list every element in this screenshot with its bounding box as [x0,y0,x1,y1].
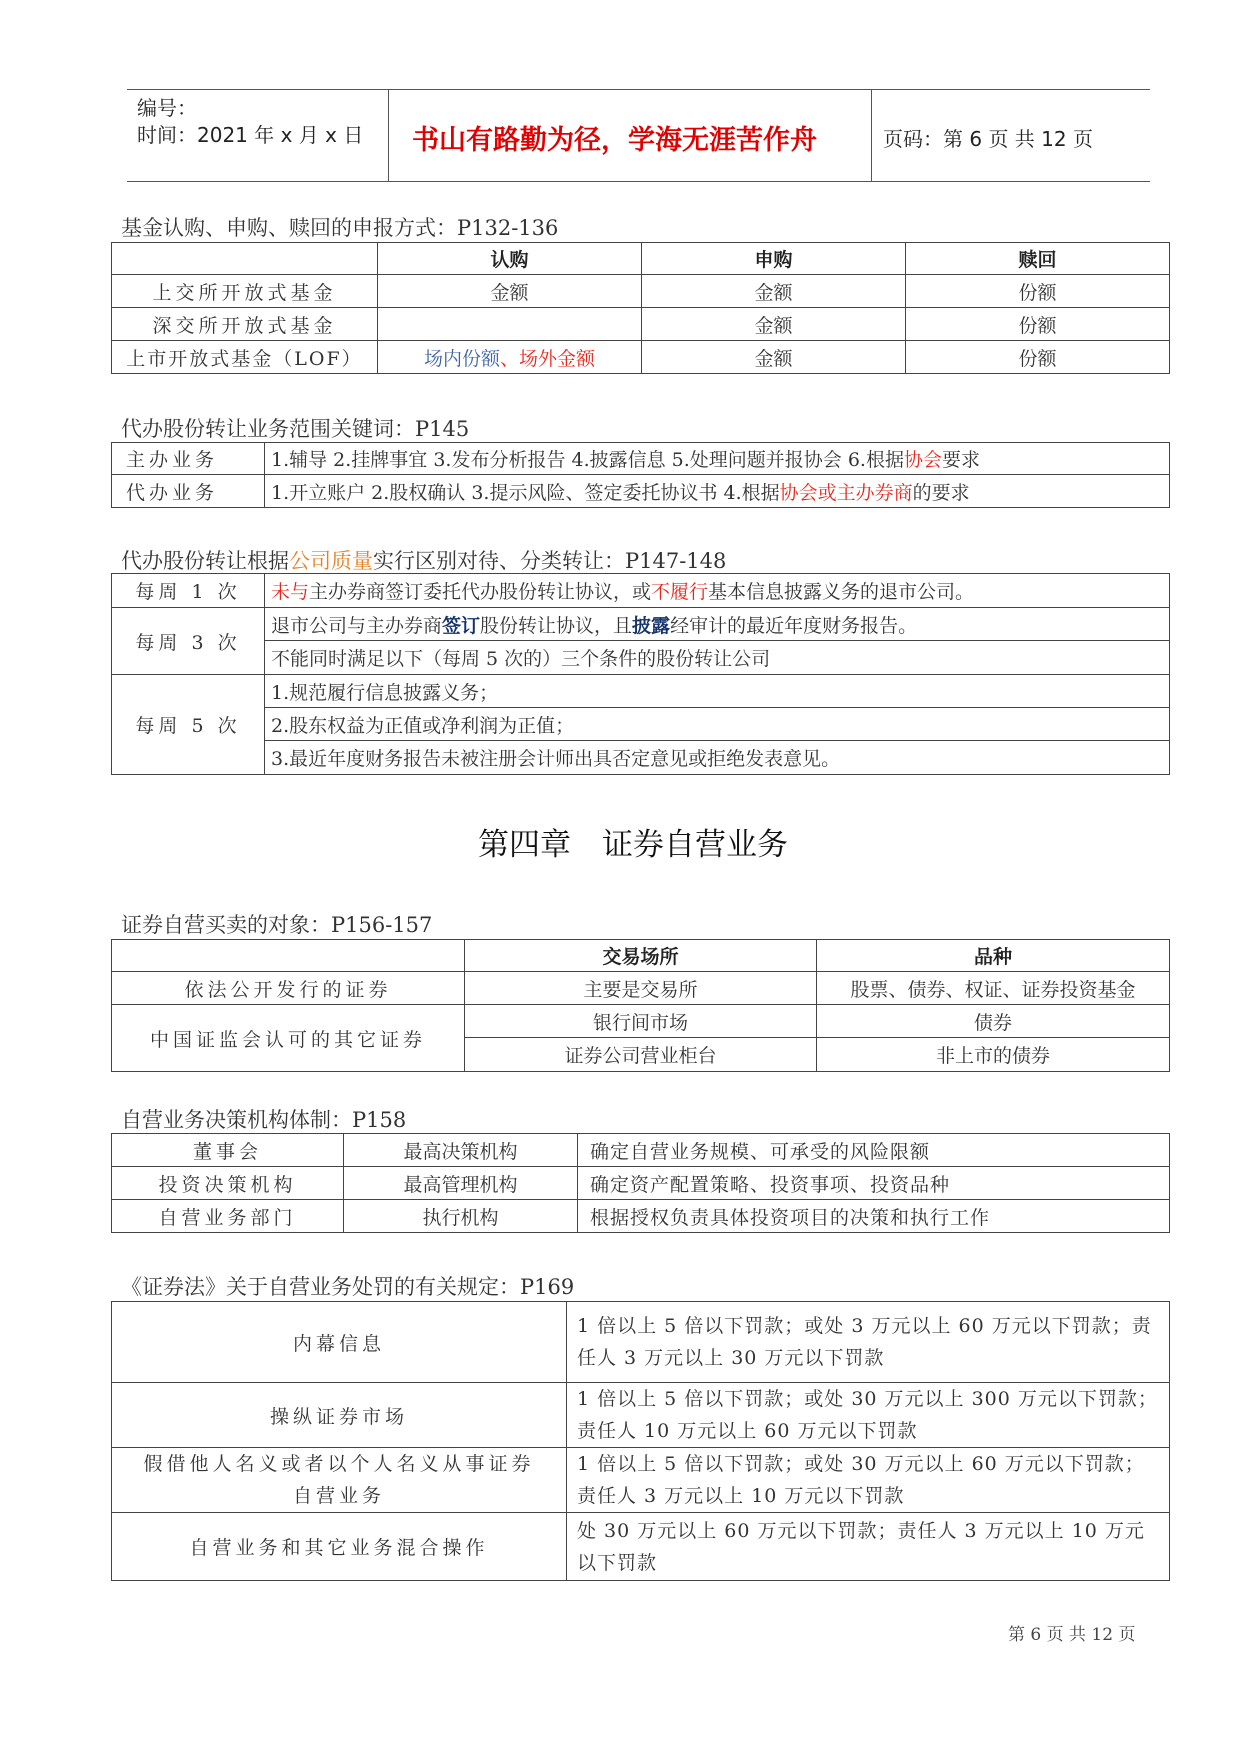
objects-table [111,939,1170,1072]
decision-table [111,1133,1170,1233]
object-type: 债券 [817,1005,1170,1038]
decision-desc: 确定自营业务规模、可承受的风险限额 [578,1134,1170,1167]
table-row [112,574,1170,608]
hl-bold: 披露 [632,614,671,637]
penalty-name: 自营业务和其它业务混合操作 [112,1513,567,1581]
table-row [112,1005,1170,1038]
header-top-rule [127,89,1150,90]
hl-red: 不履行 [651,581,709,603]
table-row [112,741,1170,775]
penalty-table [111,1301,1170,1581]
subscribe-sep: 、 [499,347,519,370]
class-title-part: 实行区别对待、分类转让：P147-148 [373,549,727,573]
section-title-agency: 代办股份转让业务范围关键词：P145 [121,417,470,441]
penalty-text: 1 倍以上 5 倍以下罚款；或处 30 万元以上 300 万元以下罚款；责任人 10 万元以上 60 万元以下罚款 [567,1383,1170,1448]
freq-weekly-3-line2: 不能同时满足以下（每周 5 次的）三个条件的股份转让公司 [265,641,1170,675]
section-title-decision: 自营业务决策机构体制：P158 [121,1108,407,1132]
agency-text-part: 1.辅导 2.挂牌事宜 3.发布分析报告 4.披露信息 5.处理问题并报协会 6.根据 [271,449,904,471]
condition-item: 3.最近年度财务报告未被注册会计师出具否定意见或拒绝发表意见。 [265,741,1170,775]
class-title-highlight: 公司质量 [289,549,373,573]
table-row [112,1513,1170,1581]
fund-subscribe [378,341,642,374]
table-row [112,972,1170,1005]
col-subscribe: 认购 [378,243,642,275]
table-row [112,475,1170,508]
col-purchase: 申购 [642,243,906,275]
fund-redeem: 份额 [906,275,1170,308]
header-bottom-rule [127,181,1150,182]
table-row [112,641,1170,675]
text-part: 股份转让协议，且 [480,614,633,637]
freq-weekly-3: 每周 3 次 [112,608,265,675]
object-venue: 银行间市场 [465,1005,817,1038]
section-title-fund: 基金认购、申购、赎回的申报方式：P132-136 [121,216,559,240]
document-number: 编号： [137,96,197,120]
decision-role: 最高决策机构 [344,1134,578,1167]
agency-text [265,475,1170,508]
object-venue: 证券公司营业柜台 [465,1038,817,1072]
classification-table [111,573,1170,775]
objects-header-blank [112,940,465,972]
table-row [112,275,1170,308]
freq-weekly-1-text [265,574,1170,608]
table-row [112,608,1170,641]
object-name: 中国证监会认可的其它证券 [112,1005,465,1072]
decision-desc: 确定资产配置策略、投资事项、投资品种 [578,1167,1170,1200]
section-title-penalty: 《证券法》关于自营业务处罚的有关规定：P169 [121,1275,575,1299]
decision-name: 董事会 [112,1134,344,1167]
fund-name: 上交所开放式基金 [112,275,378,308]
agency-text [265,443,1170,475]
table-row [112,308,1170,341]
col-type: 品种 [817,940,1170,972]
fund-header-blank [112,243,378,275]
section-title-classification [121,545,726,575]
decision-desc: 根据授权负责具体投资项目的决策和执行工作 [578,1200,1170,1233]
fund-name: 深交所开放式基金 [112,308,378,341]
fund-redeem: 份额 [906,341,1170,374]
object-name: 依法公开发行的证券 [112,972,465,1005]
table-row [112,1134,1170,1167]
text-part: 基本信息披露义务的退市公司。 [708,581,975,603]
freq-weekly-3-line1 [265,608,1170,641]
header-motto: 书山有路勤为径，学海无涯苦作舟 [412,125,817,156]
decision-name: 自营业务部门 [112,1200,344,1233]
fund-subscribe [378,308,642,341]
penalty-name: 假借他人名义或者以个人名义从事证券自营业务 [112,1448,567,1513]
decision-name: 投资决策机构 [112,1167,344,1200]
document-date: 时间：2021 年 x 月 x 日 [137,123,364,147]
agency-name: 代办业务 [112,475,265,508]
table-row [112,341,1170,374]
table-row [112,443,1170,475]
header-divider-left [388,89,389,182]
agency-text-highlight: 协会 [903,449,942,471]
header-divider-right [871,89,872,182]
condition-item: 2.股东权益为正值或净利润为正值； [265,708,1170,741]
text-part: 主办券商签订委托代办股份转让协议，或 [309,581,652,603]
freq-weekly-1: 每周 1 次 [112,574,265,608]
agency-text-highlight: 协会或主办券商 [779,481,913,504]
hl-bold: 签订 [442,614,481,637]
fund-purchase: 金额 [642,308,906,341]
fund-subscribe: 金额 [378,275,642,308]
table-row [112,708,1170,741]
agency-text-part: 的要求 [912,481,970,504]
fund-header-row [112,243,1170,275]
agency-name: 主办业务 [112,443,265,475]
decision-role: 最高管理机构 [344,1167,578,1200]
decision-role: 执行机构 [344,1200,578,1233]
section-title-objects: 证券自营买卖的对象：P156-157 [121,913,433,937]
subscribe-offfloor: 场外金额 [519,347,596,370]
text-part: 经审计的最近年度财务报告。 [670,614,918,637]
chapter-title: 第四章 证券自营业务 [478,827,788,863]
object-type: 股票、债券、权证、证券投资基金 [817,972,1170,1005]
freq-weekly-5: 每周 5 次 [112,675,265,775]
object-venue: 主要是交易所 [465,972,817,1005]
fund-purchase: 金额 [642,275,906,308]
table-row [112,1448,1170,1513]
table-row [112,1383,1170,1448]
penalty-name: 操纵证券市场 [112,1383,567,1448]
table-row [112,1200,1170,1233]
page-info: 页码：第 6 页 共 12 页 [883,127,1093,151]
class-title-part: 代办股份转让根据 [121,549,289,573]
hl-red: 未与 [271,581,310,603]
col-venue: 交易场所 [465,940,817,972]
fund-purchase: 金额 [642,341,906,374]
page-footer: 第 6 页 共 12 页 [1008,1625,1136,1645]
fund-redeem: 份额 [906,308,1170,341]
col-redeem: 赎回 [906,243,1170,275]
condition-item: 1.规范履行信息披露义务； [265,675,1170,708]
table-row [112,1302,1170,1383]
table-row [112,1167,1170,1200]
fund-name: 上市开放式基金（LOF） [112,341,378,374]
fund-table [111,242,1170,374]
agency-text-part: 要求 [941,449,980,471]
penalty-text: 1 倍以上 5 倍以下罚款；或处 3 万元以上 60 万元以下罚款；责任人 3 万元以上 30 万元以下罚款 [567,1302,1170,1383]
text-part: 退市公司与主办券商 [271,614,443,637]
penalty-text: 1 倍以上 5 倍以下罚款；或处 30 万元以上 60 万元以下罚款；责任人 3 万元以上 10 万元以下罚款 [567,1448,1170,1513]
object-type: 非上市的债券 [817,1038,1170,1072]
penalty-name: 内幕信息 [112,1302,567,1383]
objects-header-row [112,940,1170,972]
agency-table [111,442,1170,508]
penalty-text: 处 30 万元以上 60 万元以下罚款；责任人 3 万元以上 10 万元以下罚款 [567,1513,1170,1581]
subscribe-onfloor: 场内份额 [423,347,500,370]
table-row [112,675,1170,708]
agency-text-part: 1.开立账户 2.股权确认 3.提示风险、签定委托协议书 4.根据 [271,481,780,504]
